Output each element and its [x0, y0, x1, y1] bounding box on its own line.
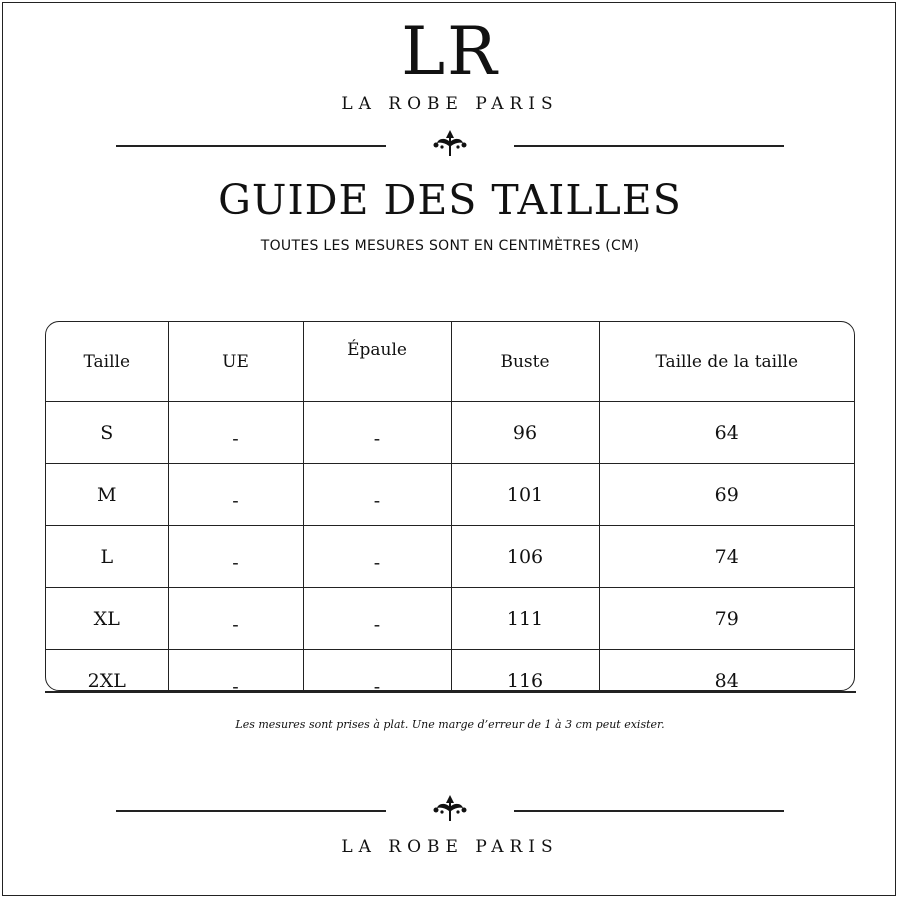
table-cell: - — [168, 402, 303, 464]
divider-line-right — [514, 810, 784, 812]
table-cell: 79 — [599, 588, 854, 650]
size-table — [45, 321, 855, 691]
table-row — [46, 464, 854, 526]
column-header: Taille — [46, 322, 168, 402]
table-cell: 96 — [451, 402, 599, 464]
table-row — [46, 402, 854, 464]
table-cell: 74 — [599, 526, 854, 588]
column-header: UE — [168, 322, 303, 402]
table-cell: 64 — [599, 402, 854, 464]
brand-logo: LR — [401, 13, 499, 90]
table-row — [46, 588, 854, 650]
divider-line-left — [116, 145, 386, 147]
divider-line-right — [514, 145, 784, 147]
table-cell: - — [303, 402, 451, 464]
table-cell: 84 — [714, 669, 739, 691]
table-cell: M — [46, 464, 168, 526]
table-cell: - — [303, 526, 451, 588]
column-header: Taille de la taille — [599, 322, 854, 402]
table-cell: - — [168, 588, 303, 650]
page-subtitle: TOUTES LES MESURES SONT EN CENTIMÈTRES (CM) — [260, 238, 640, 254]
table-cell: 116 — [451, 650, 599, 692]
brand-name: LA ROBE PARIS — [341, 94, 559, 114]
table-cell: 2XL — [46, 650, 168, 692]
table-cell: 106 — [451, 526, 599, 588]
footer-brand-name: LA ROBE PARIS — [341, 837, 559, 857]
page-title: GUIDE DES TAILLES — [218, 176, 682, 224]
table-cell: - — [168, 650, 303, 692]
table-cell: 101 — [451, 464, 599, 526]
divider-line-left — [116, 810, 386, 812]
table-header-row — [46, 322, 854, 402]
column-header: Épaule — [303, 322, 451, 402]
table-underline — [45, 691, 856, 693]
table-cell: 111 — [451, 588, 599, 650]
table-cell: XL — [46, 588, 168, 650]
fleur-ornament-icon — [432, 794, 468, 824]
table-cell: 69 — [599, 464, 854, 526]
table-cell: - — [303, 650, 451, 692]
table-row — [46, 650, 854, 692]
table-cell: - — [168, 464, 303, 526]
table-cell: - — [303, 464, 451, 526]
table-cell: S — [46, 402, 168, 464]
table-cell: - — [303, 588, 451, 650]
measurement-note: Les mesures sont prises à plat. Une marge d’erreur de 1 à 3 cm peut exister. — [235, 718, 665, 731]
fleur-ornament-icon — [432, 129, 468, 159]
table-cell: - — [168, 526, 303, 588]
column-header: Buste — [451, 322, 599, 402]
table-row — [46, 526, 854, 588]
table-cell: L — [46, 526, 168, 588]
